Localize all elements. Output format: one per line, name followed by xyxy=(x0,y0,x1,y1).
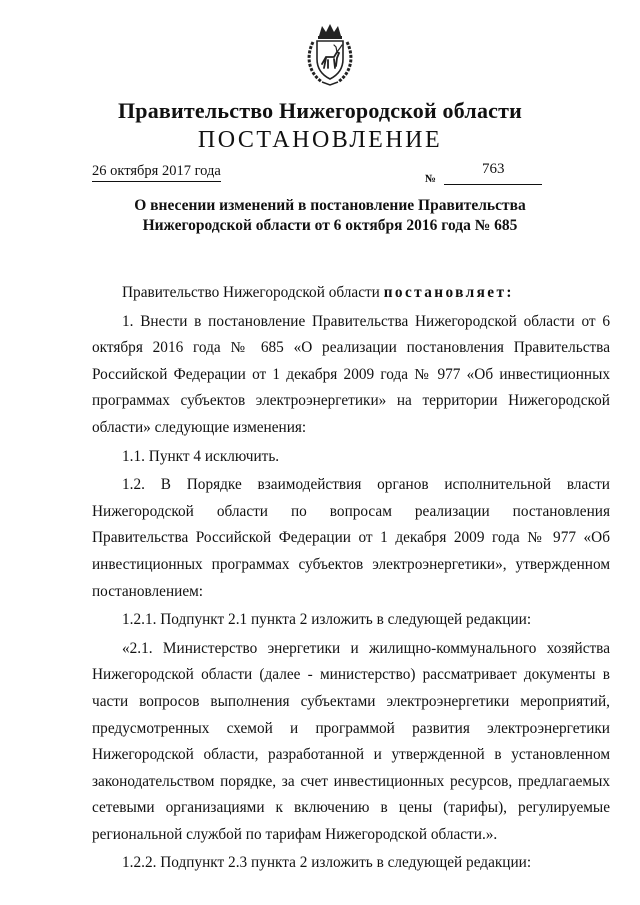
document-number: 763 xyxy=(482,161,505,177)
document-date: 26 октября 2017 года xyxy=(92,163,221,182)
document-body xyxy=(92,280,610,877)
paragraph-1-2: 1.2. В Порядке взаимодействия органов исполнительной власти Нижегородской области по вопросам реализации постановления Правительства Российской Федерации от 1 декабря 2009 года № 977 «Об инвестиционных программах субъектов электроэнергетики», утвержденном постановлением: xyxy=(92,476,610,600)
paragraph-1-2-2: 1.2.2. Подпункт 2.3 пункта 2 изложить в следующей редакции: xyxy=(122,854,532,872)
preamble xyxy=(92,280,610,307)
document-type: ПОСТАНОВЛЕНИЕ xyxy=(197,127,443,153)
government-name: Правительство Нижегородской области xyxy=(117,98,522,123)
subject-line-2: Нижегородской области от 6 октября 2016 года № 685 xyxy=(142,217,518,234)
preamble-text: Правительство Нижегородской области xyxy=(122,284,384,301)
quote-2-1: «2.1. Министерство энергетики и жилищно-коммунального хозяйства Нижегородской области (далее - министерство) рассматривает документы в части вопросов выполнения субъектами электроэнергетики мероприятий, предусмотренных схемой и программой развития электроэнергетики Нижегородской области, разработанной и утвержденной в установленном законодательством порядке, за счет инвестиционных ресурсов, предлагаемых сетевыми организациями к включению в цены (тарифы), регулируемые региональной службой по тарифам Нижегородской области.». xyxy=(92,639,610,843)
subject-line-1: О внесении изменений в постановление Правительства xyxy=(134,197,526,214)
paragraph-1: 1. Внести в постановление Правительства Нижегородской области от 6 октября 2016 года № 685 «О реализации постановления Правительства Российской Федерации от 1 декабря 2009 года № 977 «Об инвестиционных программах субъектов электроэнергетики» на территории Нижегородской области» следующие изменения: xyxy=(92,312,610,436)
number-underline xyxy=(444,184,542,185)
document-subject xyxy=(120,196,540,236)
paragraph-1-2-1: 1.2.1. Подпункт 2.1 пункта 2 изложить в следующей редакции: xyxy=(122,611,532,629)
paragraph-1-1: 1.1. Пункт 4 исключить. xyxy=(122,447,280,465)
preamble-verb: постановляет: xyxy=(383,284,514,301)
number-sign: № xyxy=(425,173,437,185)
coat-of-arms-icon xyxy=(303,22,357,86)
